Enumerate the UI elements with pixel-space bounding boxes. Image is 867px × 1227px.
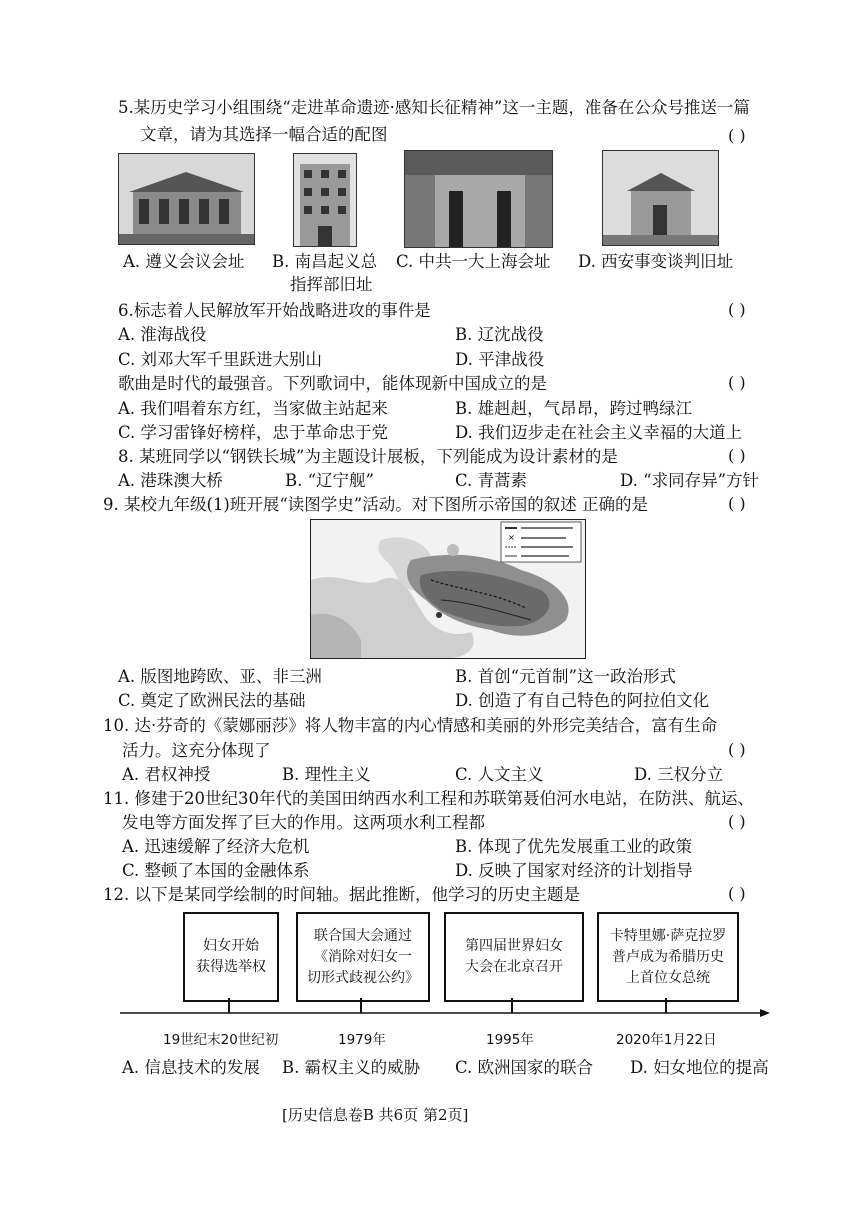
- empire-map: [310, 519, 586, 659]
- q9-option-a[interactable]: A. 版图地跨欧、亚、非三洲: [118, 667, 322, 686]
- cpc-first-congress-site-photo: [404, 150, 553, 248]
- timeline-event-4-line1: 卡特里娜·萨克拉罗: [609, 927, 727, 944]
- q7-option-a[interactable]: A. 我们唱着东方红，当家做主站起来: [118, 399, 388, 418]
- q5-stem-line2: 文章，请为其选择一幅合适的配图: [140, 125, 388, 144]
- q6-option-c[interactable]: C. 刘邓大军千里跃进大别山: [118, 350, 323, 369]
- q7-option-b[interactable]: B. 雄赳赳，气昂昂，跨过鸭绿江: [455, 399, 693, 418]
- timeline-connector-4: [665, 998, 667, 1013]
- q8-answer-paren[interactable]: ( ): [728, 446, 746, 465]
- timeline-event-4-line3: 上首位女总统: [626, 969, 710, 986]
- q8-option-c[interactable]: C. 青蒿素: [455, 471, 528, 490]
- q10-answer-paren[interactable]: ( ): [728, 740, 746, 759]
- timeline-event-1-line1: 妇女开始: [203, 938, 259, 954]
- q6-option-b[interactable]: B. 辽沈战役: [455, 325, 544, 344]
- timeline-event-3-line1: 第四届世界妇女: [465, 938, 563, 954]
- q6-stem: 6.标志着人民解放军开始战略进攻的事件是: [118, 301, 431, 320]
- q12-option-b[interactable]: B. 霸权主义的威胁: [282, 1058, 421, 1077]
- timeline-event-3: [444, 912, 584, 1002]
- page-footer: [历史信息卷B 共6页 第2页]: [282, 1106, 469, 1124]
- q11-option-a[interactable]: A. 迅速缓解了经济大危机: [122, 837, 310, 856]
- q7-option-c[interactable]: C. 学习雷锋好榜样，忠于革命忠于党: [118, 423, 389, 442]
- q8-stem: 8. 某班同学以“钢铁长城”为主题设计展板，下列能成为设计素材的是: [118, 447, 618, 466]
- q9-answer-paren[interactable]: ( ): [728, 494, 746, 513]
- q5-option-a[interactable]: A. 遵义会议会址: [123, 252, 245, 271]
- q5-option-b-line2: 指挥部旧址: [290, 275, 373, 294]
- timeline-event-4-line2: 普卢成为希腊历史: [612, 948, 724, 965]
- q12-option-d[interactable]: D. 妇女地位的提高: [630, 1058, 769, 1077]
- timeline-event-2-line1: 联合国大会通过: [314, 927, 412, 944]
- q9-option-c[interactable]: C. 奠定了欧洲民法的基础: [118, 691, 306, 710]
- q5-option-b[interactable]: B. 南昌起义总: [272, 252, 378, 271]
- timeline-event-3-line2: 大会在北京召开: [465, 959, 563, 975]
- q10-option-c[interactable]: C. 人文主义: [455, 765, 544, 784]
- timeline-date-1: 19世纪末20世纪初: [163, 1032, 279, 1048]
- q7-option-d[interactable]: D. 我们迈步走在社会主义幸福的大道上: [455, 423, 743, 442]
- q11-answer-paren[interactable]: ( ): [728, 812, 746, 831]
- timeline-date-2: 1979年: [338, 1032, 386, 1048]
- timeline-date-3: 1995年: [486, 1032, 534, 1048]
- nanchang-uprising-hq-photo: [293, 153, 357, 247]
- timeline-event-2: [296, 912, 430, 1002]
- q9-option-b[interactable]: B. 首创“元首制”这一政治形式: [455, 667, 676, 686]
- svg-text:×: ×: [508, 533, 515, 542]
- q8-option-b[interactable]: B. “辽宁舰”: [285, 471, 374, 490]
- q11-stem-line1: 11. 修建于20世纪30年代的美国田纳西水利工程和苏联第聂伯河水电站，在防洪、航运、: [103, 789, 754, 808]
- timeline-axis: [120, 1008, 770, 1018]
- q6-option-a[interactable]: A. 淮海战役: [118, 325, 207, 344]
- q12-stem: 12. 以下是某同学绘制的时间轴。据此推断，他学习的历史主题是: [103, 885, 580, 904]
- q8-option-d[interactable]: D. “求同存异”方针: [620, 471, 760, 490]
- q10-option-d[interactable]: D. 三权分立: [634, 765, 724, 784]
- q7-stem: 歌曲是时代的最强音。下列歌词中，能体现新中国成立的是: [118, 374, 547, 393]
- q5-answer-paren[interactable]: ( ): [728, 126, 746, 145]
- timeline-connector-3: [511, 998, 513, 1013]
- q12-answer-paren[interactable]: ( ): [728, 884, 746, 903]
- timeline-date-4: 2020年1月22日: [616, 1032, 717, 1048]
- q5-option-c[interactable]: C. 中共一大上海会址: [396, 252, 551, 271]
- timeline-event-1: [183, 912, 279, 1002]
- q6-answer-paren[interactable]: ( ): [728, 300, 746, 319]
- timeline-event-2-line3: 切形式歧视公约》: [307, 969, 419, 986]
- q11-option-b[interactable]: B. 体现了优先发展重工业的政策: [455, 837, 693, 856]
- q10-stem-line1: 10. 达·芬奇的《蒙娜丽莎》将人物丰富的内心情感和美丽的外形完美结合，富有生命: [103, 716, 718, 735]
- empire-map-drawing: [311, 520, 585, 658]
- timeline-connector-2: [360, 998, 362, 1013]
- q11-stem-line2: 发电等方面发挥了巨大的作用。这两项水利工程都: [122, 813, 485, 832]
- timeline-event-1-line2: 获得选举权: [196, 959, 266, 975]
- q5-option-d[interactable]: D. 西安事变谈判旧址: [578, 252, 734, 271]
- q12-option-c[interactable]: C. 欧洲国家的联合: [455, 1058, 594, 1077]
- timeline-event-2-line2: 《消除对妇女一: [314, 948, 412, 965]
- q10-option-b[interactable]: B. 理性主义: [282, 765, 371, 784]
- q9-stem: 9. 某校九年级(1)班开展“读图学史”活动。对下图所示帝国的叙述 正确的是: [103, 495, 648, 514]
- timeline-event-4: [597, 912, 739, 1002]
- q12-option-a[interactable]: A. 信息技术的发展: [122, 1058, 260, 1077]
- q9-option-d[interactable]: D. 创造了有自己特色的阿拉伯文化: [455, 691, 710, 710]
- xian-incident-site-photo: [602, 150, 719, 246]
- timeline-connector-1: [228, 998, 230, 1013]
- q11-option-c[interactable]: C. 整顿了本国的金融体系: [122, 861, 310, 880]
- q7-answer-paren[interactable]: ( ): [728, 373, 746, 392]
- q6-option-d[interactable]: D. 平津战役: [455, 350, 545, 369]
- q5-stem-line1: 5.某历史学习小组围绕“走进革命遗迹·感知长征精神”这一主题，准备在公众号推送一篇: [118, 98, 750, 117]
- q8-option-a[interactable]: A. 港珠澳大桥: [118, 471, 223, 490]
- zunyi-meeting-site-photo: [118, 153, 255, 245]
- q10-option-a[interactable]: A. 君权神授: [122, 765, 211, 784]
- q10-stem-line2: 活力。这充分体现了: [122, 741, 271, 760]
- q11-option-d[interactable]: D. 反映了国家对经济的计划指导: [455, 861, 693, 880]
